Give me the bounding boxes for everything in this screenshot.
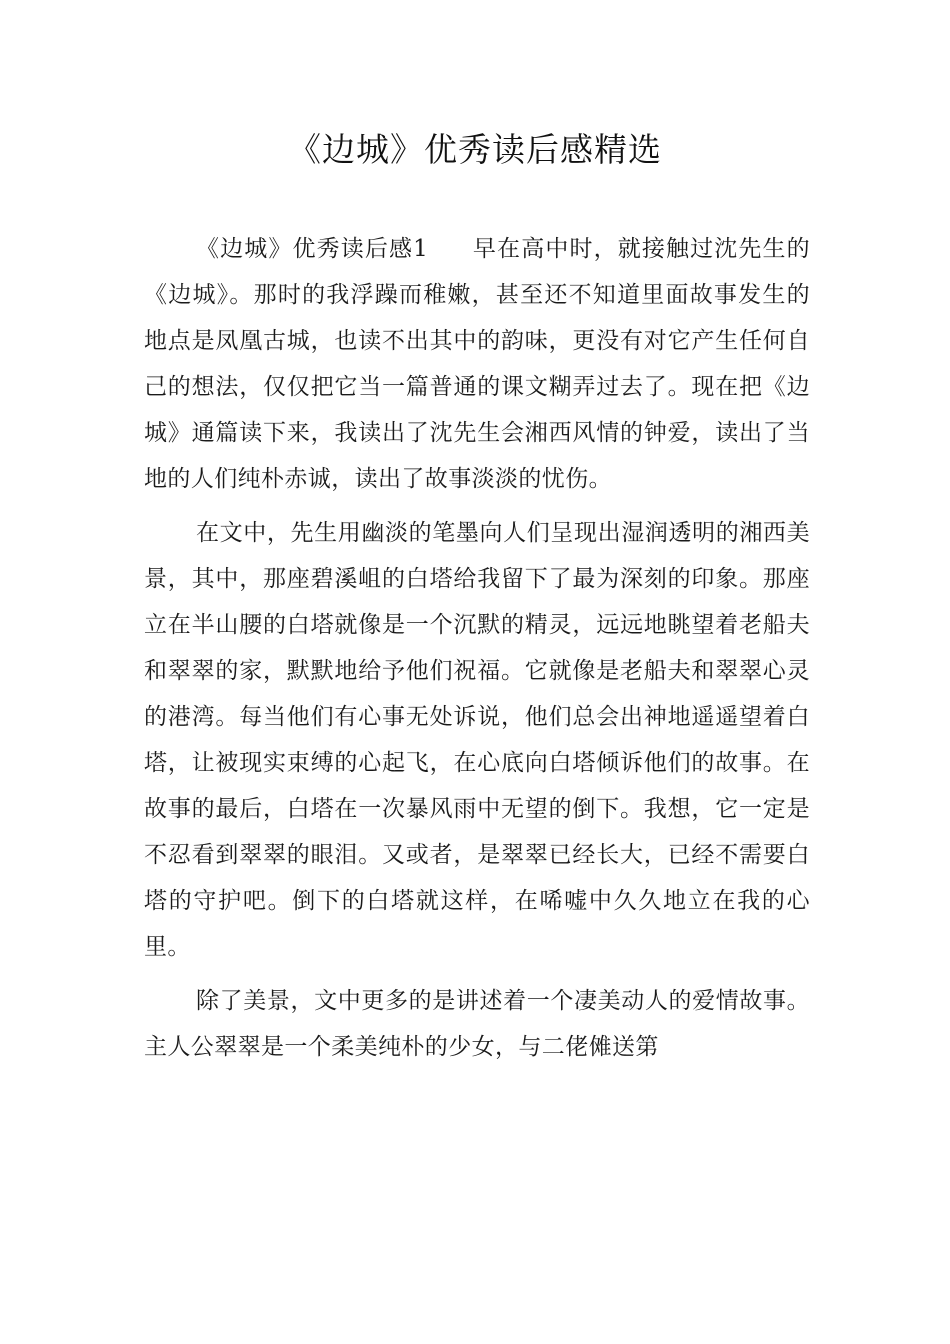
- paragraph-2: 在文中，先生用幽淡的笔墨向人们呈现出湿润透明的湘西美景，其中，那座碧溪岨的白塔给我留下了最为深刻的印象。那座立在半山腰的白塔就像是一个沉默的精灵，远远地眺望着老船夫和翠翠的家，默默地给予他们祝福。它就像是老船夫和翠翠心灵的港湾。每当他们有心事无处诉说，他们总会出神地遥遥望着白塔，让被现实束缚的心起飞，在心底向白塔倾诉他们的故事。在故事的最后，白塔在一次暴风雨中无望的倒下。我想，它一定是不忍看到翠翠的眼泪。又或者，是翠翠已经长大，已经不需要白塔的守护吧。倒下的白塔就这样，在唏嘘中久久地立在我的心里。: [144, 520, 810, 960]
- document-title: 《边城》优秀读后感精选: [288, 130, 662, 169]
- section-heading: 《边城》优秀读后感1: [196, 236, 429, 262]
- paragraph-1-text: 早在高中时，就接触过沈先生的《边城》。那时的我浮躁而稚嫩，甚至还不知道里面故事发生的地点是凤凰古城，也读不出其中的韵味，更没有对它产生任何自己的想法，仅仅把它当一篇普通的课文糊弄过去了。现在把《边城》通篇读下来，我读出了沈先生会湘西风情的钟爱，读出了当地的人们纯朴赤诚，读出了故事淡淡的忧伤。: [144, 236, 810, 492]
- paragraph-3: 除了美景，文中更多的是讲述着一个凄美动人的爱情故事。主人公翠翠是一个柔美纯朴的少女，与二佬傩送第: [144, 988, 810, 1060]
- document-body: [144, 226, 810, 1078]
- paragraph-1: [144, 226, 810, 502]
